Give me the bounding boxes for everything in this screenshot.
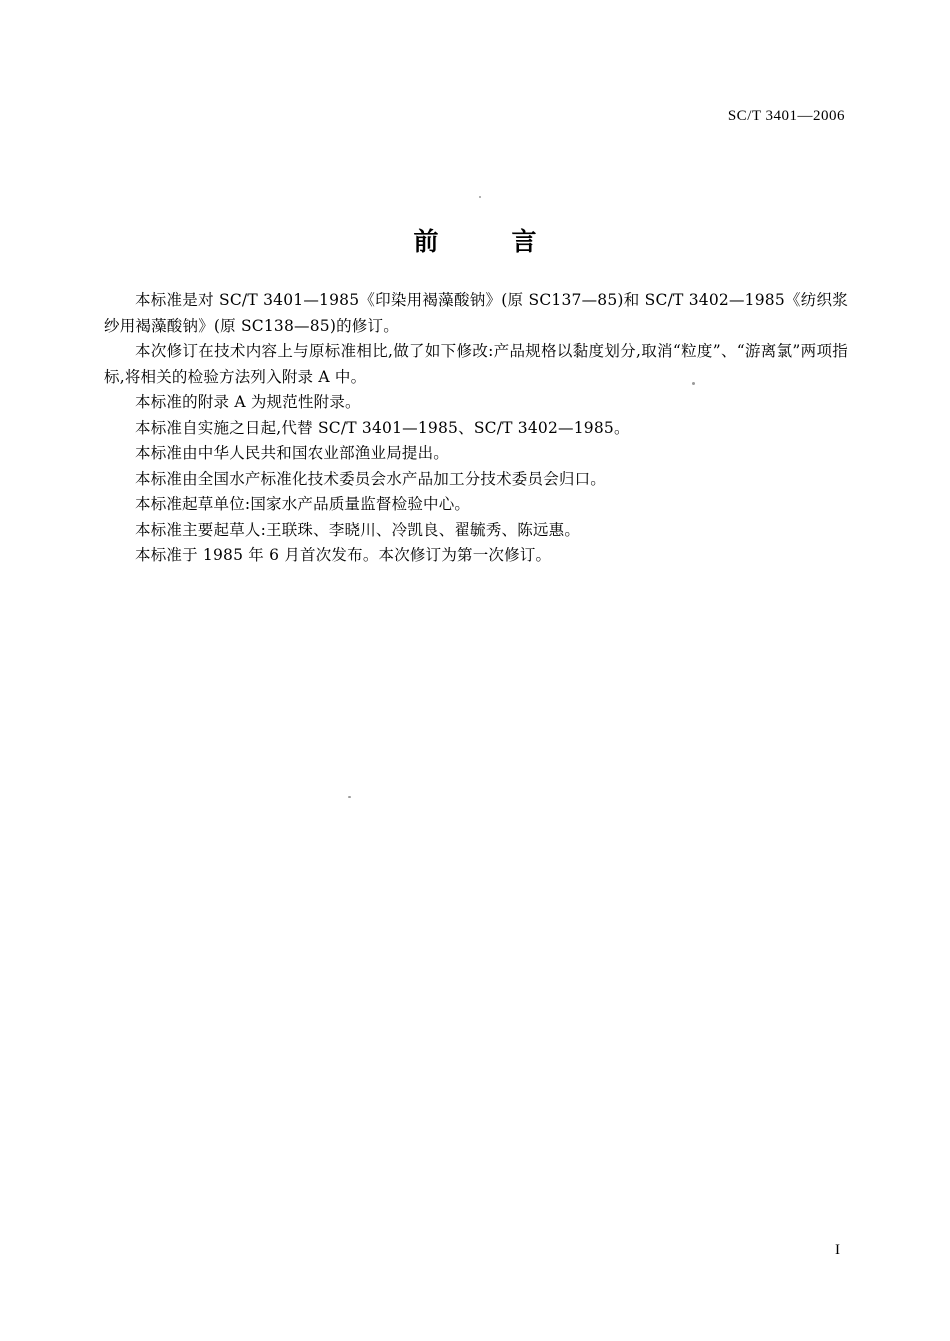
paragraph: 本标准由全国水产标准化技术委员会水产品加工分技术委员会归口。 bbox=[135, 469, 607, 488]
paragraph: 本标准于 1985 年 6 月首次发布。本次修订为第一次修订。 bbox=[135, 546, 552, 564]
scan-speck bbox=[692, 382, 695, 385]
paragraph: 本标准自实施之日起,代替 SC/T 3401—1985、SC/T 3402—1985。 bbox=[135, 418, 630, 437]
paragraph: 本标准主要起草人:王联珠、李晓川、冷凯良、翟毓秀、陈远惠。 bbox=[135, 520, 581, 539]
paragraph: 本标准是对 SC/T 3401—1985《印染用褐藻酸钠》(原 SC137—85)和 SC/T 3402—1985《纺织浆纱用褐藻酸钠》(原 SC138—85)的修订。 bbox=[104, 291, 848, 335]
paragraph: 本标准由中华人民共和国农业部渔业局提出。 bbox=[135, 444, 450, 462]
page-title: 前 言 bbox=[413, 227, 561, 256]
scan-speck bbox=[348, 796, 351, 798]
standard-code-header: SC/T 3401—2006 bbox=[727, 108, 845, 124]
page-number: I bbox=[835, 1242, 840, 1258]
paragraph: 本标准起草单位:国家水产品质量监督检验中心。 bbox=[135, 495, 471, 513]
scan-speck bbox=[479, 196, 481, 198]
foreword-body bbox=[104, 288, 848, 569]
paragraph: 本标准的附录 A 为规范性附录。 bbox=[135, 393, 361, 411]
paragraph: 本次修订在技术内容上与原标准相比,做了如下修改:产品规格以黏度划分,取消“粒度”、“游离氯”两项指标,将相关的检验方法列入附录 A 中。 bbox=[104, 342, 848, 386]
